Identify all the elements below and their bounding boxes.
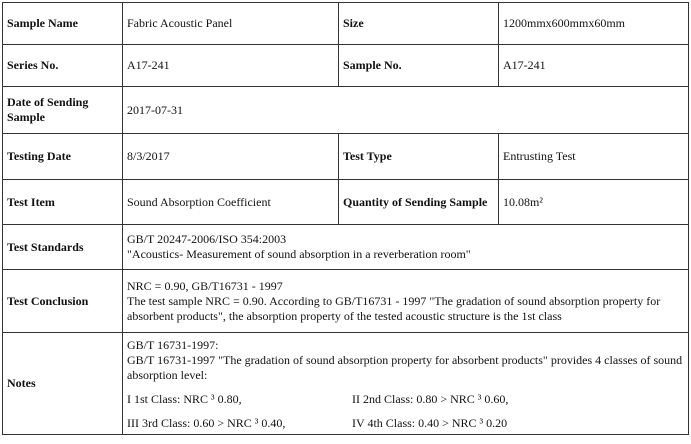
class-item: III 3rd Class: 0.60 > NRC ³ 0.40, [127,416,286,430]
test-standards-line: GB/T 20247-2006/ISO 354:2003 [127,232,287,246]
test-type-value: Entrusting Test [499,134,689,180]
test-standards-line: "Acoustics- Measurement of sound absorption in a reverberation room" [127,247,471,261]
table-row [3,225,689,270]
sample-no-label: Sample No. [339,45,499,87]
sample-name-label: Sample Name [3,3,123,45]
test-conclusion-line: NRC = 0.90, GB/T16731 - 1997 [127,278,283,293]
class-item: I 1st Class: NRC ³ 0.80, [127,392,242,406]
notes-line: GB/T 16731-1997: [127,338,219,352]
table-row [3,270,689,333]
testing-date-label: Testing Date [3,134,123,180]
series-no-value: A17-241 [123,45,339,87]
date-sending-value: 2017-07-31 [123,87,689,134]
table-row [3,87,689,134]
test-type-label: Test Type [339,134,499,180]
table-row [3,134,689,180]
series-no-label: Series No. [3,45,123,87]
quantity-label: Quantity of Sending Sample [339,180,499,225]
class-item: IV 4th Class: 0.40 > NRC ³ 0.20 [352,416,508,430]
table-row [3,180,689,225]
notes-line: GB/T 16731-1997 "The gradation of sound absorption property for absorbent products" provides 4 classes of sound absorption level: [127,353,683,382]
sample-name-value: Fabric Acoustic Panel [123,3,339,45]
test-standards-label: Test Standards [3,225,123,270]
test-item-value: Sound Absorption Coefficient [123,180,339,225]
test-conclusion-line: The test sample NRC = 0.90. According to GB/T16731 - 1997 "The gradation of sound absorption property for absorbent products", the absorption property of the tested acoustic structure is the 1st class [127,293,661,323]
test-report-table [2,2,689,435]
test-conclusion-label: Test Conclusion [3,270,123,333]
test-item-label: Test Item [3,180,123,225]
test-conclusion-value [123,270,689,333]
class-item: II 2nd Class: 0.80 > NRC ³ 0.60, [352,392,509,406]
table-row [3,3,689,45]
date-sending-label: Date of Sending Sample [3,87,123,134]
size-label: Size [339,3,499,45]
quantity-value: 10.08m² [499,180,689,225]
absorption-classes [127,392,684,431]
testing-date-value: 8/3/2017 [123,134,339,180]
test-standards-value [123,225,689,270]
table-row [3,333,689,435]
table-row [3,45,689,87]
notes-value [123,333,689,435]
notes-label: Notes [3,333,123,435]
size-value: 1200mmx600mmx60mm [499,3,689,45]
sample-no-value: A17-241 [499,45,689,87]
